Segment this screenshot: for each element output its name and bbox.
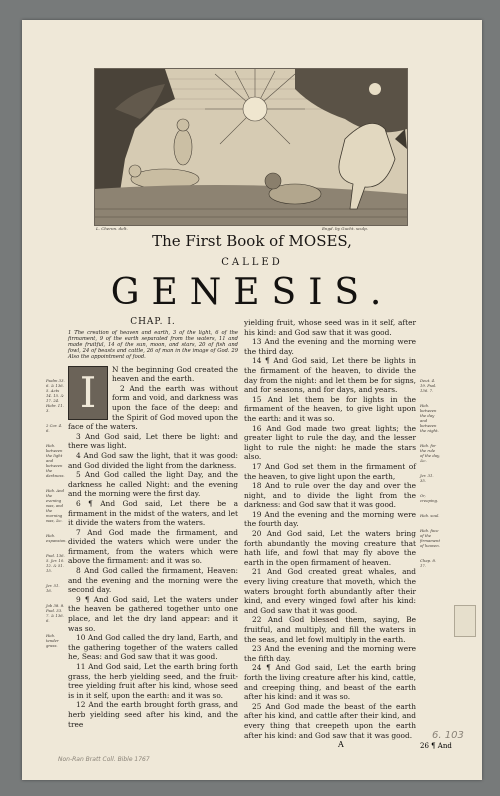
margin-note: Heb. between the day and between the night. [420, 403, 439, 433]
margin-note: Heb. for the rule of the day, &c. [420, 443, 440, 463]
book-page [22, 20, 482, 780]
margin-note: Job 38. 8. Psal. 33. 7. & 136. 6. [46, 603, 65, 623]
verse: 17 And God set them in the firmament of the heaven, to give light upon the earth, [244, 461, 416, 481]
verse: 23 And the evening and the morning were the fifth day. [244, 644, 416, 663]
verse: yielding fruit, whose seed was in it self, after his kind: and God saw that it was good. [244, 318, 416, 337]
engraving-credit-left: L. Cheron. delt. [96, 226, 128, 231]
margin-note: Heb. face of the firmament of heaven. [420, 528, 441, 548]
verse: 11 And God said, Let the earth bring forth grass, the herb yielding seed, and the fruit-tree yielding fruit after his kind, whose seed is in it self, upon the earth: and it was so. [68, 662, 238, 700]
margin-note: Heb. tender grass. [46, 633, 59, 648]
margin-note: Or, creeping. [420, 493, 439, 503]
pencil-note-number: 6. 103 [432, 730, 464, 741]
engraving-illustration [95, 69, 407, 225]
margin-note: Heb. expansion. [46, 533, 67, 543]
verse: 25 And God made the beast of the earth after his kind, and cattle after their kind, and every thing that creepeth upon the earth after his kind: and God saw that it was good. [244, 701, 416, 740]
margin-note: Psalm 33. 6. & 136. 5. Acts 14. 15. & 17. 24. Hebr. 11. 3. [46, 378, 65, 413]
verse: N the beginning God created the heaven and the earth. [112, 364, 238, 384]
left-text-column [68, 318, 238, 729]
margin-note: 2 Cor. 4. 6. [46, 423, 63, 433]
margin-note: Jer. 51. 16. [46, 583, 60, 593]
verse: 5 And God called the light Day, and the darkness he called Night: and the evening and the morning were the first day. [68, 470, 238, 499]
engraving-credit-right: Engd. by Gucht. sculp. [322, 226, 368, 231]
verse: 21 And God created great whales, and every living creature that moveth, which the waters brought forth abundantly after their kind, and every winged fowl after his kind: and God saw that it was good. [244, 567, 416, 615]
verse: 9 ¶ And God said, Let the waters under the heaven be gathered together unto one place, and let the dry land appear: and it was so. [68, 594, 238, 633]
right-text-column [244, 318, 416, 740]
margin-note: Deut. 4. 19. Psal. 136. 7. [420, 378, 437, 393]
creation-engraving [94, 68, 408, 226]
verse: 10 And God called the dry land, Earth, and the gathering together of the waters called he, Seas: and God saw that it was good. [68, 633, 238, 662]
margin-note: Psal. 136. 5. Jer. 10. 12. & 51. 15. [46, 553, 65, 573]
chapter-summary: 1 The creation of heaven and earth, 3 of the light, 6 of the firmament, 9 of the earth separated from the waters, 11 and made fruitful, 14 of the sun, moon, and stars, 20 of fish and fowl, 24 of beasts and cattle, 26 of man in the image of God. 29 Also the appointment of food. [68, 329, 238, 361]
verse: 7 And God made the firmament, and divided the waters which were under the firmament, from the waters which were above the firmament: and it was so. [68, 527, 238, 566]
margin-note: Heb. And the evening was, and the morning was, &c. [46, 488, 65, 523]
verse: 16 And God made two great lights; the greater light to rule the day, and the lesser light to rule the night: he made the stars also. [244, 423, 416, 462]
verse: 2 And the earth was without form and void, and darkness was upon the face of the deep: and the Spirit of God moved upon the face of the waters. [68, 383, 238, 432]
verse: 6 ¶ And God said, Let there be a firmament in the midst of the waters, and let it divide the waters from the waters. [68, 498, 238, 528]
verse: 19 And the evening and the morning were the fourth day. [244, 509, 416, 529]
pencil-note-provenance: Non-Ran Bratt Coll. Bible 1767 [58, 756, 150, 763]
ornamental-dropcap [68, 366, 108, 420]
margin-note: Chap. 8. 17. [420, 558, 437, 568]
verse: 14 ¶ And God said, Let there be lights in the firmament of the heaven, to divide the day from the night: and let them be for signs, and for seasons, and for days, and years. [244, 356, 416, 395]
verse: 20 And God said, Let the waters bring forth abundantly the moving creature that hath life, and fowl that may fly above the earth in the open firmament of heaven. [244, 529, 416, 567]
catchword: 26 ¶ And [420, 742, 452, 750]
margin-note: Heb. between the light and between the darkness. [46, 443, 65, 478]
dropcap-letter: I [79, 367, 97, 417]
right-margin-notes [420, 378, 440, 578]
verse: 13 And the evening and the morning were the third day. [244, 337, 416, 356]
title-line-1: The First Book of MOSES, [152, 232, 352, 250]
signature-mark: A [338, 740, 344, 749]
verse: 8 And God called the firmament, Heaven: and the evening and the morning were the second day. [68, 566, 238, 595]
title-genesis: GENESIS. [110, 272, 394, 313]
chapter-heading: CHAP. I. [130, 317, 176, 327]
verse: 22 And God blessed them, saying, Be fruitful, and multiply, and fill the waters in the seas, and let fowl multiply in the earth. [244, 615, 416, 644]
verse: 15 And let them be for lights in the firmament of the heaven, to give light upon the earth: and it was so. [244, 394, 416, 423]
title-line-2: CALLED [221, 257, 283, 268]
verse: 12 And the earth brought forth grass, and herb yielding seed after his kind, and the tree [68, 700, 238, 729]
verse: 18 And to rule over the day and over the night, and to divide the light from the darkness: and God saw that it was good. [244, 481, 416, 510]
margin-note: Heb. soul. [420, 513, 440, 518]
verse: 24 ¶ And God said, Let the earth bring forth the living creature after his kind, cattle, and creeping thing, and beast of the earth after his kind: and it was so. [244, 663, 416, 702]
margin-note: Jer. 31. 35. [420, 473, 434, 483]
verse: 4 And God saw the light, that it was good: and God divided the light from the darkness. [68, 450, 238, 470]
left-margin-notes [46, 378, 66, 658]
archival-label [454, 605, 476, 637]
verse: 3 And God said, Let there be light: and there was light. [68, 431, 238, 451]
